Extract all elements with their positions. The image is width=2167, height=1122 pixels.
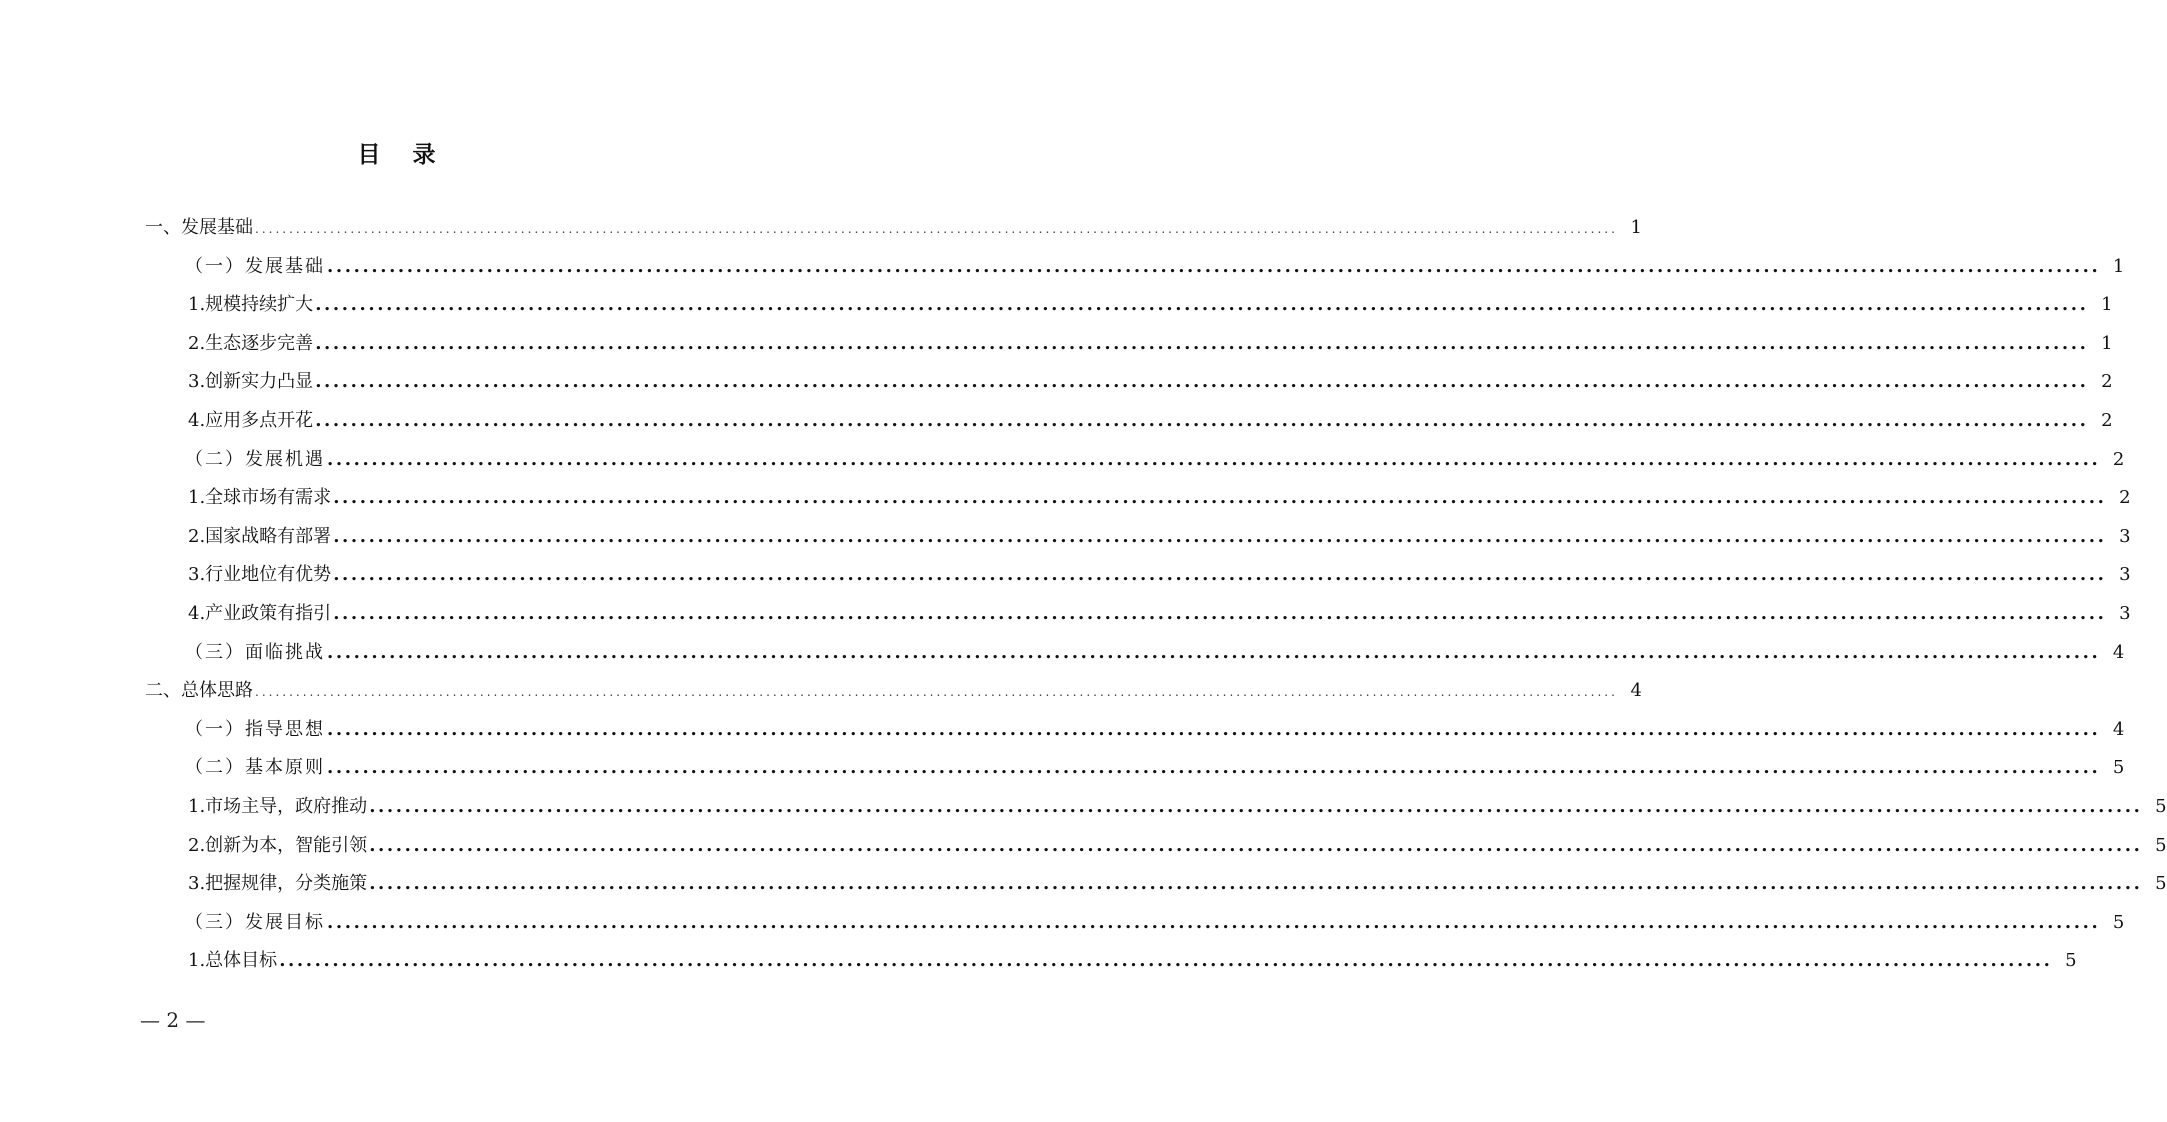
toc-entry-page-number: 2 bbox=[2101, 371, 2113, 393]
toc-entry-page-number: 2 bbox=[2101, 410, 2113, 431]
dot-leader: ........................................................................................................................................................................................................ bbox=[333, 564, 2107, 586]
toc-entry[interactable] bbox=[188, 559, 2131, 591]
toc-entry-label: 1.规模持续扩大 bbox=[188, 294, 314, 316]
toc-entry-page-number: 2 bbox=[2112, 448, 2125, 470]
dot-leader: ........................................................................................................................................................................................................ bbox=[327, 757, 2101, 779]
toc-entry-label: （三）发展目标 bbox=[185, 911, 325, 933]
toc-entry-page-number: 4 bbox=[1630, 680, 1642, 702]
toc-entry-page-number: 1 bbox=[2101, 294, 2113, 316]
toc-entry-label: （一）发展基础 bbox=[185, 255, 325, 277]
toc-entry-label: 2.创新为本，智能引领 bbox=[188, 834, 368, 856]
dot-leader: ........................................................................................................................................................................................................ bbox=[369, 834, 2143, 856]
toc-entry[interactable] bbox=[188, 791, 2167, 823]
toc-entry-label: （二）基本原则 bbox=[185, 757, 325, 779]
toc-entry[interactable] bbox=[188, 945, 2077, 977]
toc-entry-label: 4.应用多点开花 bbox=[188, 410, 314, 431]
toc-entry[interactable] bbox=[188, 405, 2113, 437]
toc-entry[interactable] bbox=[188, 482, 2131, 514]
toc-entry-label: 二、总体思路 bbox=[145, 680, 253, 702]
dot-leader: ........................................................................................................................................................................................................ bbox=[255, 685, 1618, 700]
toc-entry-page-number: 1 bbox=[2101, 332, 2113, 354]
dot-leader: ........................................................................................................................................................................................................ bbox=[369, 796, 2143, 817]
toc-entry-label: 3.行业地位有优势 bbox=[188, 564, 332, 586]
toc-entry-page-number: 5 bbox=[2112, 757, 2125, 779]
toc-entry[interactable] bbox=[145, 675, 1642, 707]
dot-leader: ........................................................................................................................................................................................................ bbox=[315, 332, 2089, 354]
toc-entry-label: 4.产业政策有指引 bbox=[188, 603, 332, 624]
toc-entry-page-number: 1 bbox=[2112, 255, 2125, 277]
toc-entry[interactable] bbox=[188, 521, 2131, 553]
dot-leader: ........................................................................................................................................................................................................ bbox=[333, 603, 2107, 624]
toc-entry-page-number: 5 bbox=[2155, 873, 2167, 895]
toc-entry[interactable] bbox=[188, 598, 2131, 630]
toc-entry[interactable] bbox=[188, 289, 2113, 321]
toc-entry[interactable] bbox=[185, 907, 2125, 939]
toc-entry[interactable] bbox=[188, 830, 2167, 862]
dot-leader: ........................................................................................................................................................................................................ bbox=[333, 487, 2107, 509]
page-title: 目 录 bbox=[357, 141, 448, 168]
dot-leader: ........................................................................................................................................................................................................ bbox=[255, 222, 1618, 236]
toc-entry[interactable] bbox=[185, 251, 2125, 283]
toc-entry-page-number: 4 bbox=[2112, 718, 2125, 740]
toc-entry[interactable] bbox=[185, 714, 2125, 746]
toc-entry-label: 3.把握规律，分类施策 bbox=[188, 873, 368, 895]
toc-entry-label: 1.市场主导，政府推动 bbox=[188, 796, 368, 817]
toc-entry-label: 3.创新实力凸显 bbox=[188, 371, 314, 393]
toc-entry-page-number: 5 bbox=[2112, 911, 2125, 933]
dot-leader: ........................................................................................................................................................................................................ bbox=[315, 371, 2089, 393]
dot-leader: ........................................................................................................................................................................................................ bbox=[327, 255, 2101, 277]
toc-entry-label: （三）面临挑战 bbox=[185, 641, 325, 663]
toc-entry-page-number: 3 bbox=[2119, 603, 2131, 624]
toc-entry[interactable] bbox=[188, 366, 2113, 398]
dot-leader: ........................................................................................................................................................................................................ bbox=[315, 294, 2089, 316]
toc-entry[interactable] bbox=[145, 212, 1642, 244]
toc-entry-page-number: 1 bbox=[1630, 217, 1642, 238]
dot-leader: ........................................................................................................................................................................................................ bbox=[369, 873, 2143, 895]
dot-leader: ........................................................................................................................................................................................................ bbox=[315, 410, 2089, 431]
toc-entry-label: 一、发展基础 bbox=[145, 217, 253, 238]
toc-entry-page-number: 5 bbox=[2155, 796, 2167, 817]
toc-entry[interactable] bbox=[185, 752, 2125, 784]
dot-leader: ........................................................................................................................................................................................................ bbox=[279, 950, 2053, 972]
dot-leader: ........................................................................................................................................................................................................ bbox=[333, 525, 2107, 547]
toc-entry[interactable] bbox=[185, 637, 2125, 669]
dot-leader: ........................................................................................................................................................................................................ bbox=[327, 641, 2101, 663]
toc-entry-label: 2.国家战略有部署 bbox=[188, 525, 332, 547]
toc-entry-label: 1.全球市场有需求 bbox=[188, 487, 332, 509]
toc-entry[interactable] bbox=[188, 868, 2167, 900]
toc-entry-label: 2.生态逐步完善 bbox=[188, 332, 314, 354]
toc-entry-label: （二）发展机遇 bbox=[185, 448, 325, 470]
toc-entry-label: 1.总体目标 bbox=[188, 950, 278, 972]
toc-entry-page-number: 3 bbox=[2119, 564, 2131, 586]
toc-entry[interactable] bbox=[185, 444, 2125, 476]
dot-leader: ........................................................................................................................................................................................................ bbox=[327, 448, 2101, 470]
toc-entry-page-number: 4 bbox=[2112, 641, 2125, 663]
page-number-footer: — 2 — bbox=[140, 1008, 206, 1032]
toc-entry-page-number: 5 bbox=[2155, 834, 2167, 856]
toc-entry-page-number: 3 bbox=[2119, 525, 2131, 547]
dot-leader: ........................................................................................................................................................................................................ bbox=[327, 911, 2101, 933]
toc-entry[interactable] bbox=[188, 328, 2113, 360]
toc-entry-label: （一）指导思想 bbox=[185, 718, 325, 740]
toc-entry-page-number: 5 bbox=[2065, 950, 2077, 972]
dot-leader: ........................................................................................................................................................................................................ bbox=[327, 718, 2101, 740]
toc-entry-page-number: 2 bbox=[2119, 487, 2131, 509]
